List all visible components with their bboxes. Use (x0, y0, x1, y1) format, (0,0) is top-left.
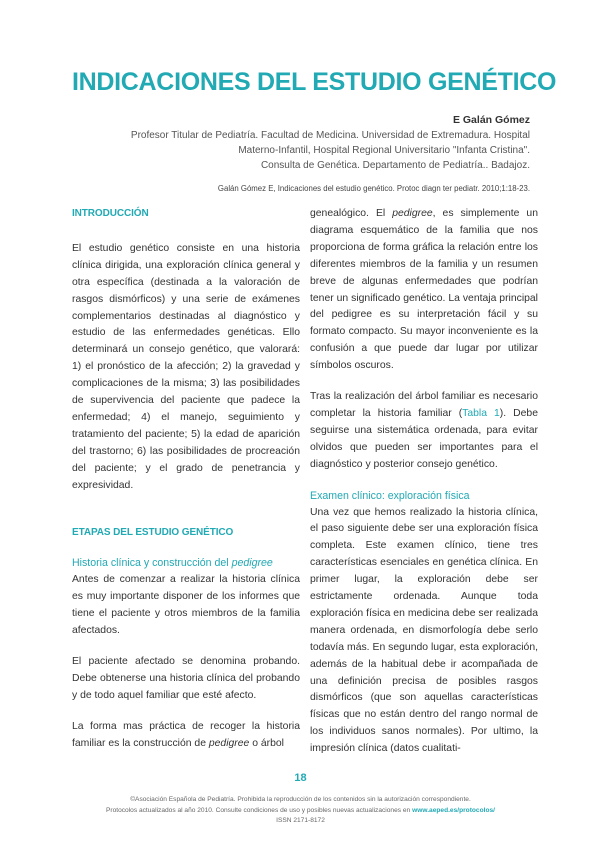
page-number: 18 (294, 772, 307, 784)
body-paragraph: El paciente afectado se denomina probando. Debe obtenerse una historia clínica del probando y de todo aquel familiar que esté afecto. (72, 655, 300, 701)
page-footer (0, 795, 601, 827)
section-heading-etapas: ETAPAS DEL ESTUDIO GENÉTICO (72, 526, 234, 538)
body-paragraph: Una vez que hemos realizado la historia clínica, el paso siguiente debe ser una exploración física completa. Este examen clínico, tiene tres características esenciales en genética clínica. En primer lugar, la exploración debe ser estrictamente ordenada. Aunque toda exploración física en medicina debe ser realizada manera ordenada, en dismorfología debe serlo todavía más. En segundo lugar, esta exploración, además de la habitual debe ir acompañada de una definición precisa de posibles rasgos dismórficos (que son aquellas características físicas que no están dentro del rango normal de los individuos sanos normales). Por ultimo, la impresión clínica (datos cualitati- (310, 506, 538, 755)
citation: Galán Gómez E, Indicaciones del estudio genético. Protoc diagn ter pediatr. 2010;1:18-23. (217, 184, 530, 193)
subsection-heading-historia: Historia clínica y construcción del pedigree (72, 557, 273, 570)
affiliation-line: Profesor Titular de Pediatría. Facultad de Medicina. Universidad de Extremadura. Hospital (130, 130, 530, 141)
left-column (72, 206, 300, 752)
section-heading-introduccion: INTRODUCCIÓN (72, 208, 149, 219)
body-paragraph: Antes de comenzar a realizar la historia clínica es muy importante disponer de los informes que tiene el paciente y otros miembros de la familia afectados. (72, 574, 300, 637)
author-affiliation (90, 128, 530, 173)
protocols-link[interactable]: www.aeped.es/protocolos/ (412, 806, 495, 814)
body-paragraph: Tras la realización del árbol familiar es necesario completar la historia familiar (Tabla 1). Debe seguirse una sistemática ordenada, para evitar olvidos que pueden ser importantes para el diagnóstico y posterior consejo genético. (310, 391, 538, 470)
right-column (310, 206, 538, 758)
subsection-heading-examen: Examen clínico: exploración física (310, 489, 470, 502)
body-paragraph: genealógico. El pedigree, es simplemente un diagrama esquemático de la familia que nos proporciona de forma gráfica la relación entre los diferentes miembros de la familia y un resumen breve de algunas enfermedades que podrían tener un significado genético. La ventaja principal del pedigree es su interpretación fácil y su formato compacto. Su mayor inconveniente es la confusión a que puede dar lugar por utilizar símbolos oscuros. (310, 208, 538, 372)
issn-line: ISSN 2171-8172 (276, 817, 325, 824)
copyright-line: ©Asociación Española de Pediatría. Prohibida la reproducción de los contenidos sin la autorización correspondiente. (130, 796, 471, 803)
body-paragraph: La forma mas práctica de recoger la historia familiar es la construcción de pedigree o árbol (72, 720, 300, 749)
page-title: INDICACIONES DEL ESTUDIO GENÉTICO (72, 68, 557, 96)
table-1-link[interactable]: Tabla 1 (462, 407, 500, 419)
author-name: E Galán Gómez (452, 114, 530, 126)
intro-paragraph: El estudio genético consiste en una historia clínica dirigida, una exploración clínica general y otra específica (destinada a la valoración de rasgos dismórficos) y una serie de exámenes complementarios destinadas al diagnóstico y estudio de las enfermedades genéticas. Ello determinará un consejo genético, que valorará: 1) el pronóstico de la afección; 2) la gravedad y complicaciones de la misma; 3) las posibilidades de supervivencia del paciente que padece la enfermedad; 4) el manejo, seguimiento y tratamiento del paciente; 5) la edad de aparición del trastorno; 6) las posibilidades de procreación del paciente; y el grado de penetrancia y expresividad. (72, 242, 300, 491)
update-line: Protocolos actualizados al año 2010. Consulte condiciones de uso y posibles nuevas actualizaciones en www.aeped.es/protocolos/ (105, 806, 495, 814)
affiliation-line: Consulta de Genética. Departamento de Pediatría.. Badajoz. (260, 160, 530, 171)
affiliation-line: Materno-Infantil, Hospital Regional Universitario "Infanta Cristina". (238, 145, 530, 156)
